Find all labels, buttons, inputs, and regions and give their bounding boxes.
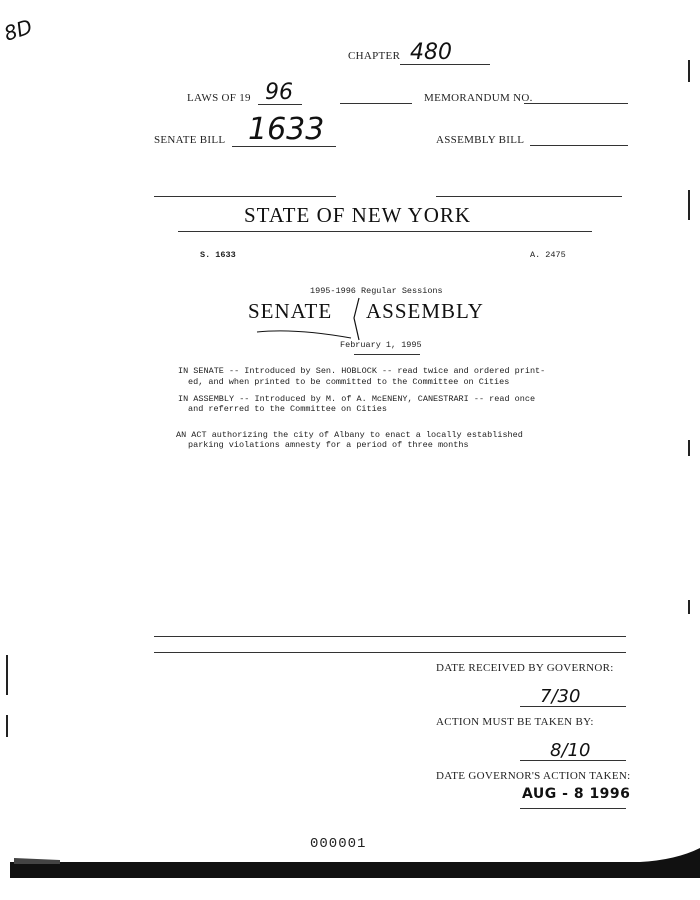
scan-edge-mark [688, 600, 690, 614]
action-taken-label: DATE GOVERNOR'S ACTION TAKEN: [436, 770, 631, 782]
bill-date: February 1, 1995 [340, 340, 422, 350]
separator-left [154, 196, 336, 197]
house-senate: SENATE [248, 299, 333, 323]
page-number: 000001 [310, 836, 367, 852]
senate-intro-line-2: ed, and when printed to be committed to the Committee on Cities [188, 377, 510, 387]
sessions-line: 1995-1996 Regular Sessions [310, 286, 443, 296]
chapter-value: 480 [410, 40, 452, 65]
assembly-bill-label: ASSEMBLY BILL [436, 134, 525, 146]
laws-value: 96 [265, 80, 293, 105]
date-received-value: 7/30 [540, 686, 581, 707]
scan-edge-mark [6, 655, 8, 695]
act-title-line-2: parking violations amnesty for a period of three months [188, 440, 469, 450]
date-received-underline [520, 706, 626, 707]
senate-intro-line-1: IN SENATE -- Introduced by Sen. HOBLOCK -- read twice and ordered print- [178, 366, 546, 376]
action-taken-stamp: AUG - 8 1996 [522, 786, 631, 802]
date-received-label: DATE RECEIVED BY GOVERNOR: [436, 662, 614, 674]
house-assembly: ASSEMBLY [366, 299, 484, 323]
action-taken-underline [520, 808, 626, 809]
memorandum-underline [524, 103, 628, 104]
action-deadline-value: 8/10 [550, 740, 591, 761]
scan-edge-mark [688, 190, 690, 220]
act-title-line-1: AN ACT authorizing the city of Albany to enact a locally established [176, 430, 523, 440]
memorandum-label: MEMORANDUM NO. [424, 92, 533, 104]
laws-label: LAWS OF 19 [187, 92, 251, 104]
scan-bottom-border [0, 848, 700, 878]
scan-edge-mark [688, 60, 690, 82]
action-deadline-label: ACTION MUST BE TAKEN BY: [436, 716, 594, 728]
action-deadline-underline [520, 760, 626, 761]
scan-edge-mark [6, 715, 8, 737]
lower-rule-1 [154, 636, 626, 637]
assembly-number: A. 2475 [530, 250, 566, 260]
senate-bill-value: 1633 [248, 112, 325, 147]
state-title-rule [178, 231, 592, 232]
assembly-intro-line-2: and referred to the Committee on Cities [188, 404, 387, 414]
memo-prefix-line [340, 103, 412, 104]
senate-bill-label: SENATE BILL [154, 134, 226, 146]
state-title: STATE OF NEW YORK [244, 203, 472, 227]
assembly-intro-line-1: IN ASSEMBLY -- Introduced by M. of A. McENENY, CANESTRARI -- read once [178, 394, 536, 404]
senate-number: S. 1633 [200, 250, 236, 260]
bill-date-rule [354, 354, 420, 355]
lower-rule-2 [154, 652, 626, 653]
scan-edge-mark [688, 440, 690, 456]
corner-handwritten-mark: 8D [0, 14, 36, 46]
assembly-bill-underline [530, 145, 628, 146]
chapter-label: CHAPTER [348, 50, 401, 62]
separator-right [436, 196, 622, 197]
